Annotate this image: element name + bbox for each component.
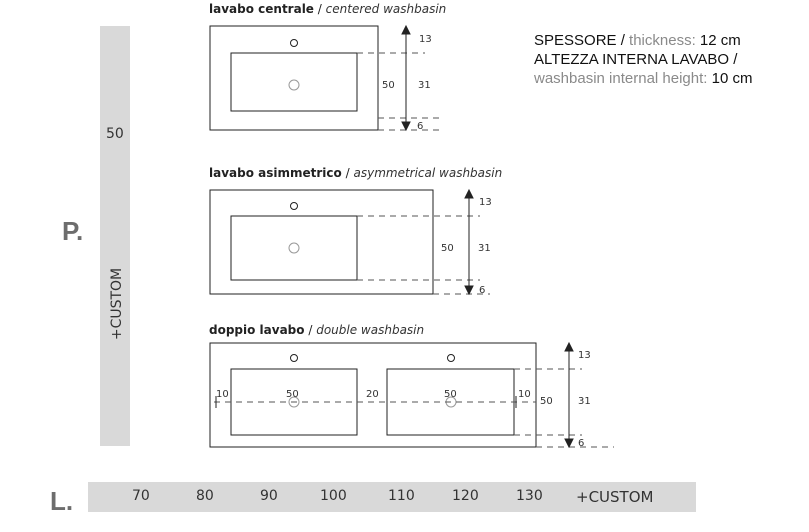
length-value: 110 (388, 488, 415, 504)
tap-hole (291, 40, 298, 47)
countertop-outline (210, 26, 378, 130)
dim-50: 50 (286, 389, 299, 400)
dim-13: 13 (578, 350, 591, 361)
tap-hole-right (448, 355, 455, 362)
spec-internal-height-it: ALTEZZA INTERNA LAVABO / (534, 51, 738, 68)
spec-internal-height-value: 10 cm (711, 70, 753, 87)
dim-10: 10 (518, 389, 531, 400)
length-value: 70 (132, 488, 150, 504)
spec-thickness-it: SPESSORE / (534, 32, 625, 49)
dim-13: 13 (479, 197, 492, 208)
heading-asymmetric-en: asymmetrical washbasin (353, 166, 503, 180)
length-value: 130 (516, 488, 543, 504)
dim-6: 6 (479, 285, 486, 296)
drain-hole (289, 243, 299, 253)
basin-outline (231, 53, 357, 111)
heading-centered-it: lavabo centrale (209, 2, 314, 16)
dim-20: 20 (366, 389, 379, 400)
heading-centered-en: centered washbasin (325, 2, 447, 16)
length-custom-label: +CUSTOM (576, 488, 654, 506)
spec-thickness-en: thickness: (629, 32, 696, 49)
dim-6: 6 (578, 438, 585, 449)
length-value: 80 (196, 488, 214, 504)
length-value: 120 (452, 488, 479, 504)
tap-hole-left (291, 355, 298, 362)
countertop-outline (210, 190, 433, 294)
spec-internal-height-en: washbasin internal height: (534, 70, 708, 87)
dim-50: 50 (540, 396, 553, 407)
dim-31: 31 (578, 396, 591, 407)
dim-31: 31 (478, 243, 491, 254)
heading-asymmetric-it: lavabo asimmetrico (209, 166, 342, 180)
depth-letter: P. (62, 216, 84, 246)
basin-outline (231, 216, 357, 280)
dim-50: 50 (441, 243, 454, 254)
length-value: 100 (320, 488, 347, 504)
depth-custom-label: +CUSTOM (109, 267, 125, 341)
dim-6: 6 (417, 121, 424, 132)
drain-hole (289, 80, 299, 90)
drawing-centered (210, 26, 440, 130)
drawing-double (210, 343, 614, 447)
dim-31: 31 (418, 80, 431, 91)
heading-separator: / (345, 166, 350, 180)
drawing-asymmetric (210, 190, 490, 294)
length-letter: L. (50, 486, 74, 516)
heading-double-it: doppio lavabo (209, 323, 305, 337)
dim-50: 50 (382, 80, 395, 91)
dim-13: 13 (419, 34, 432, 45)
heading-double-en: double washbasin (316, 323, 425, 337)
length-value: 90 (260, 488, 278, 504)
tap-hole (291, 203, 298, 210)
dim-50: 50 (444, 389, 457, 400)
depth-value: 50 (106, 126, 124, 142)
spec-thickness-value: 12 cm (699, 32, 741, 49)
dim-10: 10 (216, 389, 229, 400)
heading-separator: / (317, 2, 322, 16)
heading-separator: / (308, 323, 313, 337)
